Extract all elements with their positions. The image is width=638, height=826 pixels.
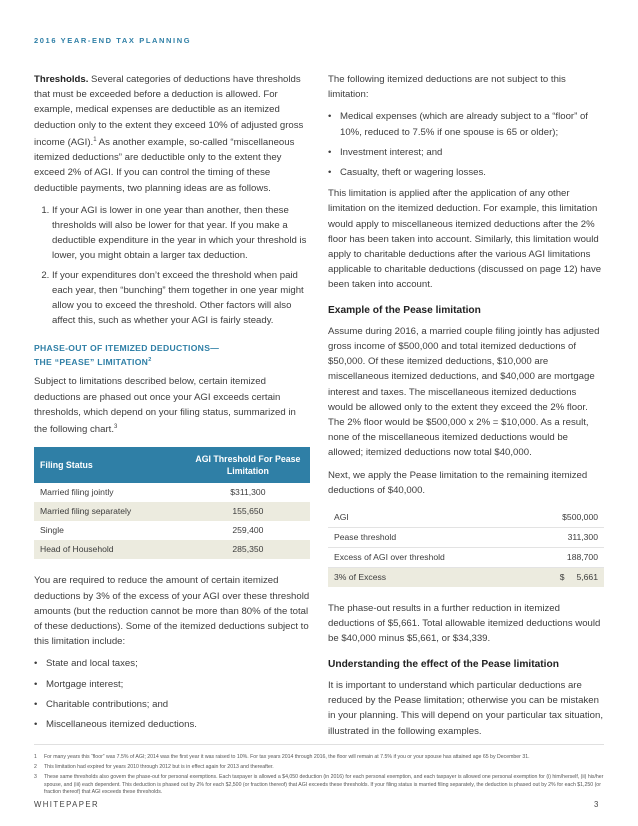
applied-paragraph: This limitation is applied after the application of any other limitation on the itemized deduction. For example, this limitation would apply to miscellaneous itemized deductions after the 2% floor has been taken into account. Similarly, this limitation would apply to charitable deductions after the various AGI limitations applicable to charitable deductions (discussed on page 12) have been taken into account. (328, 188, 602, 291)
footnote-number: 2 (34, 764, 37, 771)
running-header: 2016 YEAR-END TAX PLANNING (34, 36, 192, 45)
calc-label: AGI (328, 508, 524, 528)
footnote-text: This limitation had expired for years 2010 through 2012 but is in effect again for 2013 and thereafter. (44, 764, 274, 771)
footnote-ref-3: 3 (114, 423, 118, 430)
list-item: • Mortgage interest; (34, 677, 310, 692)
pease-calculation-table (328, 508, 604, 587)
threshold-cell: $311,300 (230, 487, 266, 498)
list-item: • Investment interest; and (328, 145, 604, 160)
table-row (328, 508, 604, 528)
phaseout-paragraph (34, 374, 310, 437)
footnote-divider (34, 744, 604, 745)
list-item: • State and local taxes; (34, 656, 310, 671)
phaseout-text: Subject to limitations described below, certain itemized deductions are phased out once your AGI exceeds certain thresholds, which depend on your filing status, summarized in the following chart. (34, 376, 296, 436)
calc-value: $ 5,661 (524, 568, 604, 588)
not-subject-list (328, 109, 604, 180)
filing-status-cell: Married filing jointly (40, 487, 114, 498)
thresholds-text-2: As another example, so-called “miscellaneous itemized deductions” are deductible only to the extent they exceed 2% of AGI. If you can control the timing of these deductible payments, two planning ideas are as follows. (34, 137, 295, 194)
reduce-paragraph: You are required to reduce the amount of certain itemized deductions by 3% of the excess of your AGI over these threshold amounts (but the reduction cannot be more than 80% of the total of these deductions). Some of the itemized deductions subject to this limitation include: (34, 575, 310, 648)
table-row (328, 548, 604, 568)
footnote-text: These same thresholds also govern the phase-out for personal exemptions. Each taxpayer is allowed a $4,050 deduction (in 2016) for each personal exemption, and each taxpayer is allowed one personal exemption for (i) him/herself, (ii) his/her spouse, and (iii) each dependent. This deduction is phased out by 2% for each $2,500 (or fraction thereof) that AGI exceeds these thresholds. If your filing status is married filing separately, the deduction is phased out by 2% for each $1,250 (or fraction thereof) that AGI exceeds these thresholds. (44, 774, 604, 795)
table-row (34, 502, 310, 521)
thresholds-paragraph (34, 72, 310, 196)
example-paragraph: Assume during 2016, a married couple filing jointly has adjusted gross income of $500,000 and total itemized deductions of $50,000. Of these itemized deductions, $10,000 are miscellaneous itemized deductions, and $40,000 are mortgage interest and taxes. The miscellaneous itemized deductions would be allowed only to the extent they exceed the 2% floor. The 2% floor would be $500,000 x 2% = $10,000. As a result, none of the miscellaneous itemized deductions would be allowed; itemized deductions now total $40,000. (328, 325, 600, 459)
calc-value: 311,300 (524, 528, 604, 548)
table-header-filing-status: Filing Status (34, 447, 186, 483)
footnote (34, 774, 604, 796)
table-row (328, 528, 604, 548)
table-row (328, 568, 604, 588)
example-heading: Example of the Pease limitation (328, 304, 481, 316)
table-row (34, 521, 310, 540)
footnote-number: 3 (34, 774, 37, 781)
thresholds-text: Several categories of deductions have thresholds that must be exceeded before a deduction is allowed. For example, medical expenses are deductible as an itemized deduction only to the extent they exceed 10% of adjusted gross income (AGI). (34, 74, 304, 148)
left-column (34, 72, 310, 738)
threshold-cell: 155,650 (186, 502, 310, 521)
footer-label: WHITEPAPER (34, 800, 99, 809)
right-column (328, 72, 604, 746)
understanding-paragraph: It is important to understand which particular deductions are reduced by the Pease limitation; otherwise you can be mistaken in your planning. This will depend on your particular tax situation, illustrated in the following examples. (328, 679, 604, 737)
calc-label: 3% of Excess (328, 568, 524, 588)
understanding-heading: Understanding the effect of the Pease limitation (328, 658, 559, 670)
subject-deductions-list (34, 656, 310, 732)
list-item: • Miscellaneous itemized deductions. (34, 717, 310, 732)
footnote (34, 764, 604, 771)
list-item: • Charitable contributions; and (34, 697, 310, 712)
footnote-ref-2: 2 (148, 357, 152, 364)
list-item: • Casualty, theft or wagering losses. (328, 165, 604, 180)
not-subject-intro: The following itemized deductions are not subject to this limitation: (328, 74, 566, 101)
table-row (34, 483, 310, 502)
threshold-cell: 285,350 (186, 540, 310, 559)
phaseout-heading-line-2: THE “PEASE” LIMITATION (34, 357, 149, 368)
list-item: 2. If your expenditures don’t exceed the threshold when paid each year, then “bunching” them together in one year might allow you to exceed the threshold. Other factors will also affect this, such as whether your AGI is fairly steady. (52, 268, 310, 329)
table-header-agi-threshold: AGI Threshold For Pease Limitation (186, 447, 310, 483)
calc-label: Excess of AGI over threshold (328, 548, 524, 568)
filing-status-cell: Single (40, 525, 64, 536)
filing-status-table (34, 447, 310, 559)
list-item: 1. If your AGI is lower in one year than another, then these thresholds will also be lower for that year. If you make a deductible expenditure in the year in which your threshold is lower, you might obtain a larger tax deduction. (52, 203, 310, 264)
page-number: 3 (594, 800, 599, 809)
calc-value: $500,000 (524, 508, 604, 528)
phaseout-result-paragraph: The phase-out results in a further reduction in itemized deductions of $5,661. Total allowable itemized deductions would be $40,000 minus $5,661, or $34,339. (328, 603, 601, 645)
phaseout-heading (34, 342, 310, 368)
footnote-number: 1 (34, 754, 37, 760)
footnote-text: For many years this “floor” was 7.5% of AGI; 2014 was the first year it was raised to 10%. For tax years 2014 through 2016, the floor will remain at 7.5% if you or your spouse has attained age 65 by December 31. (44, 754, 530, 760)
calc-value: 188,700 (524, 548, 604, 568)
footnote-ref-1: 1 (93, 136, 97, 143)
calc-label: Pease threshold (328, 528, 524, 548)
next-paragraph: Next, we apply the Pease limitation to the remaining itemized deductions of $40,000. (328, 469, 588, 496)
thresholds-lead: Thresholds. (34, 74, 89, 85)
list-item: • Medical expenses (which are already subject to a “floor” of 10%, reduced to 7.5% if one spouse is 65 or older); (328, 109, 604, 139)
planning-ideas-list (34, 203, 310, 329)
table-row (34, 540, 310, 559)
footnotes (34, 754, 604, 799)
footnote (34, 754, 604, 761)
threshold-cell: 259,400 (232, 525, 264, 536)
phaseout-heading-line-1: PHASE-OUT OF ITEMIZED DEDUCTIONS— (34, 343, 220, 354)
filing-status-cell: Head of Household (34, 540, 186, 559)
filing-status-cell: Married filing separately (34, 502, 186, 521)
